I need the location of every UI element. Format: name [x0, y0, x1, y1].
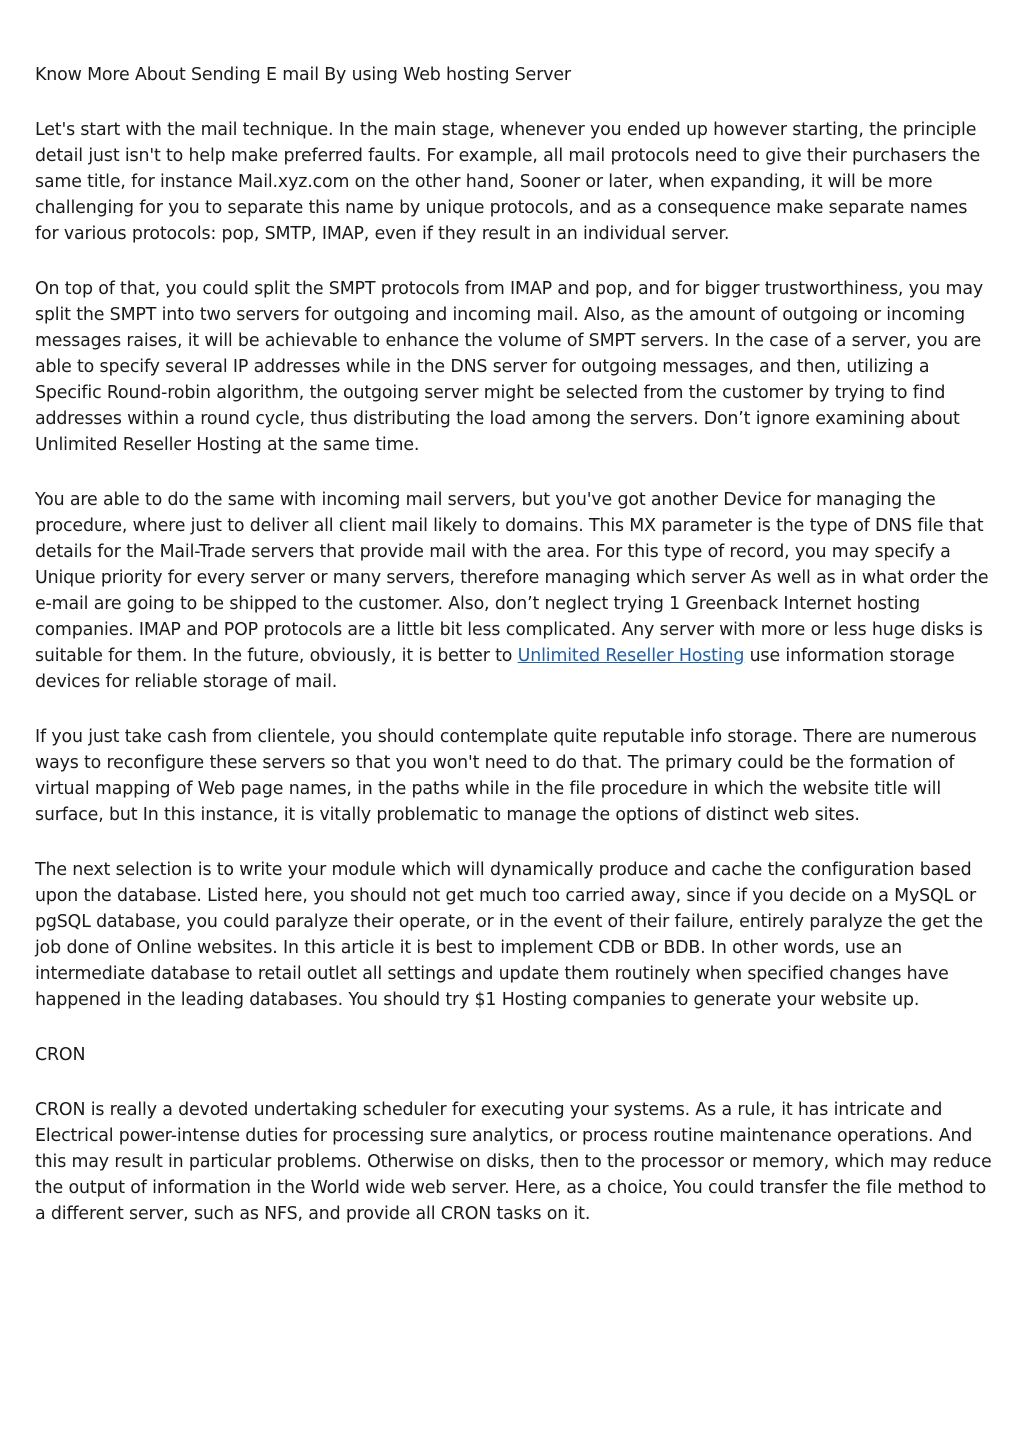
- paragraph-incoming-mail-text-start: You are able to do the same with incoming mail servers, but you've got another Device for managing the procedure, where just to deliver all client mail likely to domains. This MX parameter is the type of DNS file that details for the Mail-Trade servers that provide mail with the area. For this type of record, you may specify a Unique priority for every server or many servers, therefore managing which server As well as in what order the e-mail are going to be shipped to the customer. Also, don’t neglect trying 1 Greenback Internet hosting companies. IMAP and POP protocols are a little bit less complicated. Any server with more or less huge disks is suitable for them. In the future, obviously, it is better to: [35, 490, 989, 666]
- paragraph-incoming-mail: [35, 487, 995, 695]
- paragraph-incoming-mail-text-end: use information storage devices for reliable storage of mail.: [35, 646, 955, 692]
- paragraph-module-config: The next selection is to write your module which will dynamically produce and cache the configuration based upon the database. Listed here, you should not get much too carried away, since if you decide on a MySQL or pgSQL database, you could paralyze their operate, or in the event of their failure, entirely paralyze the get the job done of Online websites. In this article it is best to implement CDB or BDB. In other words, use an intermediate database to retail outlet all settings and update them routinely when specified changes have happened in the leading databases. You should try $1 Hosting companies to generate your website up.: [35, 860, 983, 1010]
- paragraph-mail-technique: Let's start with the mail technique. In the main stage, whenever you ended up however starting, the principle detail just isn't to help make preferred faults. For example, all mail protocols need to give their purchasers the same title, for instance Mail.xyz.com on the other hand, Sooner or later, when expanding, it will be more challenging for you to separate this name by unique protocols, and as a consequence make separate names for various protocols: pop, SMTP, IMAP, even if they result in an individual server.: [35, 120, 981, 244]
- heading-cron: CRON: [35, 1045, 86, 1065]
- paragraph-cron: CRON is really a devoted undertaking scheduler for executing your systems. As a rule, it has intricate and Electrical power-intense duties for processing sure analytics, or process routine maintenance operations. And this may result in particular problems. Otherwise on disks, then to the processor or memory, which may reduce the output of information in the World wide web server. Here, as a choice, You could transfer the file method to a different server, such as NFS, and provide all CRON tasks on it.: [35, 1100, 992, 1224]
- document-title: Know More About Sending E mail By using Web hosting Server: [35, 65, 571, 85]
- unlimited-reseller-hosting-link[interactable]: Unlimited Reseller Hosting: [517, 646, 745, 666]
- document-page: [35, 62, 995, 1256]
- paragraph-info-storage: If you just take cash from clientele, you should contemplate quite reputable info storage. There are numerous ways to reconfigure these servers so that you won't need to do that. The primary could be the formation of virtual mapping of Web page names, in the paths while in the file procedure in which the website title will surface, but In this instance, it is vitally problematic to manage the options of distinct web sites.: [35, 727, 977, 825]
- paragraph-smpt-split: On top of that, you could split the SMPT protocols from IMAP and pop, and for bigger trustworthiness, you may split the SMPT into two servers for outgoing and incoming mail. Also, as the amount of outgoing or incoming messages raises, it will be achievable to enhance the volume of SMPT servers. In the case of a server, you are able to specify several IP addresses while in the DNS server for outgoing messages, and then, utilizing a Specific Round-robin algorithm, the outgoing server might be selected from the customer by trying to find addresses within a round cycle, thus distributing the load among the servers. Don’t ignore examining about Unlimited Reseller Hosting at the same time.: [35, 279, 983, 455]
